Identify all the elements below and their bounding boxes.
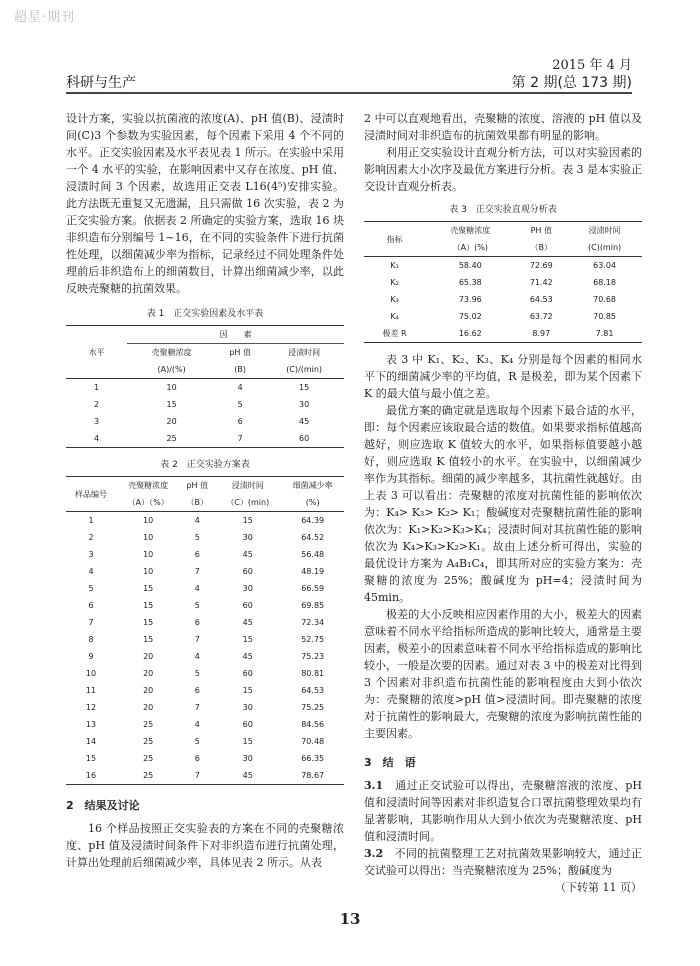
table-cell: 15 (242, 737, 253, 746)
right-column (364, 110, 642, 896)
table-cell: 75.02 (458, 312, 482, 321)
table3-row (364, 274, 642, 291)
table-cell: 15 (166, 400, 177, 409)
table2-row (66, 699, 344, 716)
table1-level-header: 水平 (88, 347, 105, 357)
table1-col-header: pH 值 (B) (229, 348, 251, 374)
table3 (364, 221, 642, 343)
table-cell: 64.39 (301, 516, 325, 525)
table2-col-header: 浸渍时间 （C）(min) (226, 481, 270, 507)
table-cell: 7 (194, 771, 200, 780)
table-cell: 6 (194, 754, 200, 763)
table-cell: 25 (143, 720, 154, 729)
table-cell: 4 (88, 567, 94, 576)
table-cell: 7 (194, 703, 200, 712)
table-cell: 65.38 (458, 278, 482, 287)
table-cell: 72.69 (529, 261, 553, 270)
table-cell: 52.75 (301, 635, 325, 644)
table-cell: 70.68 (593, 295, 617, 304)
table-cell: 4 (194, 652, 200, 661)
table2-row (66, 682, 344, 699)
continuation-note: （下转第 11 页） (555, 881, 642, 894)
table2-col-header: 细菌减少率 (%) (292, 481, 333, 507)
table-cell: 45 (242, 618, 253, 627)
paragraph: 利用正交实验设计直观分析方法，可以对实验因素的影响因素大小次序及最优方案进行分析。表 3 是本实验正交设计直观分析表。 (364, 146, 642, 193)
table-cell: 10 (166, 383, 177, 392)
table3-col-header: 浸渍时间 (C)(min) (587, 226, 622, 252)
table-cell: 7.81 (595, 329, 614, 338)
table-cell: 56.48 (301, 550, 325, 559)
table-cell: K₄ (390, 312, 399, 321)
table-cell: 7 (237, 434, 243, 443)
table3-row (364, 325, 642, 343)
table-cell: 6 (194, 686, 200, 695)
table-cell: 20 (143, 669, 154, 678)
table1-col-header: 浸渍时间 (C)/(min) (286, 348, 323, 374)
table-cell: 78.67 (301, 771, 325, 780)
left-column (66, 110, 344, 871)
table-cell: 60 (242, 669, 253, 678)
table-cell: 15 (143, 635, 154, 644)
table-cell: 4 (194, 720, 200, 729)
table2-row (66, 512, 344, 530)
table-cell: 10 (143, 516, 154, 525)
table2-row (66, 767, 344, 785)
section-2-heading: 2 结果及讨论 (66, 799, 140, 812)
table3-row (364, 291, 642, 308)
table-cell: 15 (242, 686, 253, 695)
paragraph: 设计方案，实验以抗菌液的浓度(A)、pH 值(B)、浸渍时间(C)3 个参数为实验因素，每个因素下采用 4 个不同的水平。正交实验因素及水平表见表 1 所示。在实验中采用一个 4 水平的实验，在影响因素中又存在浓度、pH 值、浸渍时间 3 个因素，故选用正交表 L16(4⁵)安排实验。此方法既无重复又无遗漏，且只需做 16 次实验，表 2 为正交实验方案。依据表 2 所确定的实验方案，选取 16 块非织造布分别编号 1~16，在不同的实验条件下进行抗菌性处理，以细菌减少率为指标，记录经过不同处理条件处理前后非织造布上的细菌数目，计算出细菌减少率，以此反映壳聚糖的抗菌效果。 (66, 112, 344, 295)
table-cell: 5 (194, 601, 200, 610)
table-cell: 7 (88, 618, 94, 627)
table2-caption: 表 2 正交实验方案表 (160, 460, 250, 470)
table-cell: 30 (242, 533, 253, 542)
table-cell: 5 (194, 737, 200, 746)
table-cell: 15 (143, 601, 154, 610)
table-cell: 5 (88, 584, 94, 593)
table2-row (66, 733, 344, 750)
table-cell: 63.72 (529, 312, 553, 321)
table-cell: 63.04 (593, 261, 617, 270)
table-cell: 30 (242, 584, 253, 593)
table2-row (66, 529, 344, 546)
table-cell: 3 (88, 550, 94, 559)
table-cell: K₃ (390, 295, 399, 304)
paragraph: 极差的大小反映相应因素作用的大小，极差大的因素意味着不同水平给指标所造成的影响比较大，通常是主要因素，极差小的因素意味着不同水平给指标造成的影响比较小，一般是次要的因素。通过对表 3 中的极差对比得到 3 个因素对非织造布抗菌性能的影响程度由大到小依次为：壳聚糖的浓度>pH 值>浸渍时间。即壳聚糖的浓度对于抗菌性的影响最大，壳聚糖的浓度为影响抗菌性能的主要因素。 (364, 608, 642, 740)
table-cell: 5 (194, 669, 200, 678)
table-cell: K₂ (390, 278, 399, 287)
table-cell: 7 (194, 635, 200, 644)
table-cell: 58.40 (458, 261, 482, 270)
table2-row (66, 546, 344, 563)
paragraph: 表 3 中 K₁、K₂、K₃、K₄ 分别是每个因素的相同水平下的细菌减少率的平均值，R 是极差，即为某个因素下 K 的最大值与最小值之差。 (364, 353, 642, 400)
table-cell: 9 (88, 652, 94, 661)
table2-col-header: 样品编号 (75, 489, 108, 499)
table-cell: 15 (143, 618, 154, 627)
table-cell: 66.35 (301, 754, 325, 763)
table-cell: 11 (85, 686, 97, 695)
table-cell: 25 (143, 754, 154, 763)
table-cell: 45 (299, 417, 310, 426)
issue-number: 第 2 期(总 173 期) (511, 75, 632, 91)
table-cell: 16.62 (458, 329, 482, 338)
table-cell: 25 (143, 737, 154, 746)
table2-row (66, 716, 344, 733)
table-cell: 70.85 (593, 312, 617, 321)
table-cell: 10 (85, 669, 97, 678)
table-cell: 8 (88, 635, 94, 644)
table-cell: 75.23 (301, 652, 325, 661)
table-cell: 7 (194, 567, 200, 576)
table-cell: 45 (242, 550, 253, 559)
table-cell: 30 (242, 754, 253, 763)
table-cell: 60 (242, 720, 253, 729)
table-cell: K₁ (390, 261, 399, 270)
table-cell: 15 (242, 635, 253, 644)
table-cell: 2 (94, 400, 100, 409)
table-cell: 8.97 (532, 329, 551, 338)
table-cell: 70.48 (301, 737, 325, 746)
table-cell: 64.53 (529, 295, 553, 304)
table2-row (66, 631, 344, 648)
table-cell: 1 (94, 383, 100, 392)
table-cell: 5 (194, 533, 200, 542)
table-cell: 6 (194, 618, 200, 627)
table-cell: 15 (143, 584, 154, 593)
table2-row (66, 563, 344, 580)
table3-col-header: PH 值 （B） (530, 226, 553, 252)
table2-row (66, 597, 344, 614)
table-cell: 25 (166, 434, 177, 443)
table1-row (66, 379, 344, 397)
table3-row (364, 257, 642, 275)
table-cell: 68.18 (593, 278, 617, 287)
table2-row (66, 580, 344, 597)
table-cell: 4 (194, 584, 200, 593)
table-cell: 10 (143, 567, 154, 576)
table2-col-header: pH 值 （B） (186, 481, 209, 507)
header-rule (66, 92, 632, 94)
table-cell: 15 (242, 516, 253, 525)
table-cell: 60 (242, 601, 253, 610)
table-cell: 30 (242, 703, 253, 712)
conclusion-item: 3.2 不同的抗菌整理工艺对抗菌效果影响较大，通过正交试验可以得出：当壳聚糖浓度为 25%；酸碱度为 (364, 847, 643, 877)
table-cell: 71.42 (529, 278, 553, 287)
table-cell: 13 (85, 720, 97, 729)
table-cell: 6 (194, 550, 200, 559)
table-cell: 10 (143, 550, 154, 559)
table3-row (364, 308, 642, 325)
table-cell: 45 (242, 652, 253, 661)
table-cell: 6 (88, 601, 94, 610)
paragraph: 最优方案的确定就是选取每个因素下最合适的水平，即：每个因素应该取最合适的数值。如果要求指标值越高越好，则应选取 K 值较大的水平，如果指标值要越小越好，则应选取 K 值较小的水平。在实验中，以细菌减少率作为其指标。细菌的减少率越多，其抗菌性就越好。由上表 3 可以看出：壳聚糖的浓度对抗菌性能的影响依次为：K₄> K₃> K₂> K₁；酸碱度对壳聚糖抗菌性能的影响依次为：K₁>K₂>K₃>K₄；浸渍时间对其抗菌性能的影响依次为 K₄>K₃>K₂>K₁。故由上述分析可得出，实验的最优设计方案为 A₄B₁C₄，即其所对应的实验方案为：壳聚糖的浓度为 25%；酸碱度为 pH=4；浸渍时间为 45min。 (364, 404, 642, 604)
table-cell: 6 (237, 417, 243, 426)
table-cell: 84.56 (301, 720, 325, 729)
conclusion-item: 3.1 通过正交试验可以得出，壳聚糖溶液的浓度、pH 值和浸渍时间等因素对非织造复合口罩抗菌整理效果均有显著影响，其影响作用从大到小依次为壳聚糖浓度、pH 值和浸渍时间。 (364, 779, 643, 843)
table-cell: 64.53 (301, 686, 325, 695)
table2-row (66, 665, 344, 682)
table-cell: 48.19 (301, 567, 325, 576)
table3-col-header: 壳聚糖浓度 （A）(%) (450, 226, 491, 252)
table-cell: 45 (242, 771, 253, 780)
table-cell: 12 (85, 703, 97, 712)
table-cell: 72.34 (301, 618, 325, 627)
section-3-heading: 3 结 语 (364, 756, 416, 769)
table2-row (66, 614, 344, 631)
table1-row (66, 413, 344, 430)
paragraph: 2 中可以直观地看出，壳聚糖的浓度、溶液的 pH 值以及浸渍时间对非织造布的抗菌效果都有明显的影响。 (364, 112, 642, 142)
table-cell: 14 (85, 737, 97, 746)
table-cell: 20 (143, 703, 154, 712)
watermark: 超星·期刊 (14, 10, 76, 25)
table-cell: 15 (85, 754, 97, 763)
table1-col-header: 壳聚糖浓度 (A)/(%) (151, 348, 192, 374)
journal-name: 科研与生产 (66, 75, 136, 91)
table1-row (66, 396, 344, 413)
paragraph: 16 个样品按照正交实验表的方案在不同的壳聚糖浓度、pH 值及浸渍时间条件下对非织造布进行抗菌处理，计算出处理前后细菌减少率，具体见表 2 所示。从表 (66, 822, 344, 869)
table-cell: 73.96 (458, 295, 482, 304)
table-cell: 20 (143, 652, 154, 661)
table-cell: 75.25 (301, 703, 325, 712)
table2-row (66, 648, 344, 665)
table1 (66, 325, 344, 448)
table2-row (66, 750, 344, 767)
table1-caption: 表 1 正交实验因素及水平表 (146, 309, 264, 319)
table-cell: 10 (143, 533, 154, 542)
table3-caption: 表 3 正交实验直观分析表 (449, 205, 557, 215)
table-cell: 5 (237, 400, 243, 409)
table2 (66, 476, 344, 785)
issue-date: 2015 年 4 月 (552, 58, 632, 73)
table-cell: 4 (237, 383, 243, 392)
table-cell: 极差 R (382, 329, 407, 338)
table-cell: 2 (88, 533, 94, 542)
table3-col-header: 指标 (386, 234, 403, 244)
page-number: 13 (339, 910, 361, 928)
table-cell: 30 (299, 400, 310, 409)
table-cell: 15 (299, 383, 310, 392)
table-cell: 4 (194, 516, 200, 525)
table1-row (66, 430, 344, 448)
table-cell: 20 (166, 417, 177, 426)
table2-col-header: 壳聚糖浓度 （A）（%） (127, 481, 169, 507)
table1-group-header: 因 素 (127, 326, 344, 344)
table-cell: 3 (94, 417, 100, 426)
table-cell: 1 (88, 516, 94, 525)
table-cell: 64.52 (301, 533, 325, 542)
table-cell: 69.85 (301, 601, 325, 610)
table-cell: 66.59 (301, 584, 325, 593)
table-cell: 80.81 (301, 669, 325, 678)
table-cell: 60 (299, 434, 310, 443)
table-cell: 16 (85, 771, 97, 780)
table-cell: 4 (94, 434, 100, 443)
table-cell: 60 (242, 567, 253, 576)
table-cell: 25 (143, 771, 154, 780)
table-cell: 20 (143, 686, 154, 695)
